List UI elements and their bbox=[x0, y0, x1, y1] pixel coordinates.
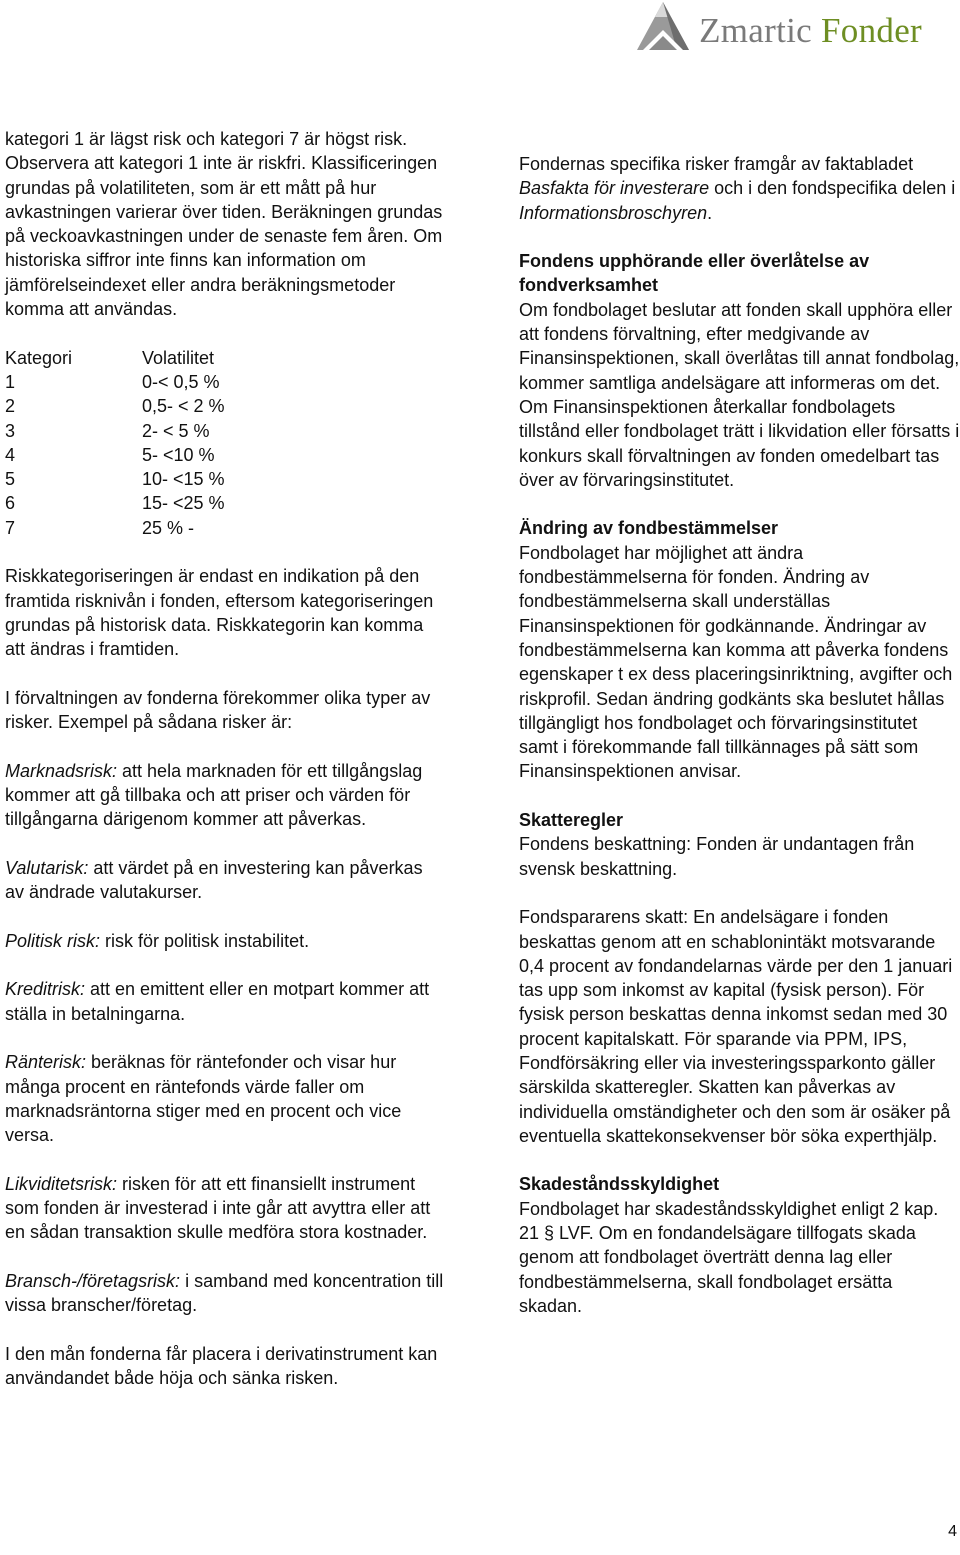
volatility-cell: 10- <15 % bbox=[142, 469, 225, 490]
risk-item-liquidity bbox=[5, 1172, 445, 1245]
risk-term: Ränterisk: bbox=[5, 1052, 87, 1073]
risk-term: Kreditrisk: bbox=[5, 979, 86, 1000]
risk-item-credit bbox=[5, 977, 445, 1026]
table-header-row bbox=[5, 346, 225, 370]
risk-text: risk för politisk instabilitet. bbox=[100, 930, 310, 951]
risk-text: att värdet på en investering kan påverkas av ändrade valutakurser. bbox=[5, 857, 423, 903]
text-run: och i den fondspecifika delen i bbox=[709, 178, 956, 199]
category-cell: 4 bbox=[5, 444, 16, 465]
text-run: . bbox=[707, 202, 713, 223]
tax-section bbox=[519, 808, 960, 881]
informationsbroschyren-reference: Informationsbroschyren bbox=[519, 202, 708, 223]
risk-text: beräknas för räntefonder och visar hur många procent en räntefonds värde faller om marknadsräntorna stiger med en procent och vice versa. bbox=[5, 1052, 402, 1146]
category-cell: 2 bbox=[5, 396, 16, 417]
table-row bbox=[5, 370, 225, 394]
right-column bbox=[519, 152, 960, 1343]
section-heading: Fondens upphörande eller överlåtelse av fondverksamhet bbox=[519, 251, 870, 296]
table-row bbox=[5, 419, 225, 443]
risk-item-market bbox=[5, 759, 445, 832]
specific-risks-paragraph bbox=[519, 152, 960, 225]
risk-category-intro: kategori 1 är lägst risk och kategori 7 är högst risk. Observera att kategori 1 inte är riskfri. Klassificeringen grundas på volatiliteten, som är ett mått på hur avkastningen varierar över tiden. Beräkningen grundas på veckoavkastningen under de senaste fem åren. Om historiska siffror inte finns kan information om jämförelseindexet eller andra beräkningsmetoder komma att användas. bbox=[5, 129, 443, 320]
saver-tax-paragraph: Fondspararens skatt: En andelsägare i fonden beskattas genom att en schablonintäkt motsvarande 0,4 procent av fondandelarnas värde per den 1 januari tas upp som inkomst av kapital (fysisk person). För fysisk person beskattas denna inkomst sedan med 30 procent kapitalskatt. För sparande via PPM, IPS, Fondförsäkring eller via investeringssparkonto gäller särskilda skatteregler. Skatten kan påverkas av individuella omständigheter och den som är osäker på eventuella skattekonsekvenser bör söka experthjälp. bbox=[519, 907, 953, 1146]
risk-item-currency bbox=[5, 856, 445, 905]
section-heading: Ändring av fondbestämmelser bbox=[519, 518, 779, 539]
volatility-cell: 0,5- < 2 % bbox=[142, 396, 225, 417]
risks-intro-paragraph: I förvaltningen av fonderna förekommer olika typer av risker. Exempel på sådana risker är: bbox=[5, 687, 431, 733]
category-cell: 6 bbox=[5, 493, 16, 514]
risk-item-interest bbox=[5, 1050, 445, 1147]
column-header-kategori: Kategori bbox=[5, 347, 73, 368]
category-cell: 5 bbox=[5, 469, 16, 490]
risk-text: att en emittent eller en motpart kommer att ställa in betalningarna. bbox=[5, 979, 430, 1024]
text-run: Fondernas specifika risker framgår av faktabladet bbox=[519, 154, 914, 174]
risk-term: Politisk risk: bbox=[5, 930, 101, 951]
amendment-section bbox=[519, 516, 960, 783]
risk-text: i samband med koncentration till vissa branscher/företag. bbox=[5, 1270, 444, 1316]
risk-item-sector bbox=[5, 1269, 445, 1318]
page-number: 4 bbox=[948, 1523, 957, 1540]
table-row bbox=[5, 394, 225, 418]
section-heading: Skatteregler bbox=[519, 810, 624, 831]
section-body: Fondens beskattning: Fonden är undantagen från svensk beskattning. bbox=[519, 834, 915, 879]
risk-text: risken för att ett finansiellt instrument som fonden är investerad i inte går att avyttra eller att en sådan transaktion skulle medföra stora kostnader. bbox=[5, 1173, 431, 1243]
volatility-cell: 2- < 5 % bbox=[142, 420, 210, 441]
section-body: Fondbolaget har möjlighet att ändra fondbestämmelserna för fonden. Ändring av fondbestämmelserna skall underställas Finansinspektionen för godkännande. Ändringar av fondbestämmelserna kan komma att påverka fondens egenskaper t ex dess placeringsinriktning, avgifter och riskprofil. Sedan ändring godkänts ska beslutet hållas tillgängligt hos fondbolaget och förvaringsinstitutet samt i förekommande fall tillkännages på sätt som Finansinspektionen anvisar. bbox=[519, 542, 953, 782]
volatility-cell: 5- <10 % bbox=[142, 444, 215, 465]
termination-section bbox=[519, 249, 960, 492]
indication-paragraph: Riskkategoriseringen är endast en indikation på den framtida risknivån i fonden, eftersom kategoriseringen grundas på historisk data. Riskkategorin kan komma att ändras i framtiden. bbox=[5, 566, 434, 660]
volatility-cell: 15- <25 % bbox=[142, 493, 225, 514]
table-row bbox=[5, 516, 225, 540]
logo-word-zmartic: Zmartic bbox=[699, 11, 812, 50]
column-header-volatilitet: Volatilitet bbox=[142, 347, 215, 368]
risk-item-political bbox=[5, 929, 445, 953]
category-cell: 7 bbox=[5, 517, 16, 538]
section-heading: Skadeståndsskyldighet bbox=[519, 1174, 720, 1195]
derivatives-paragraph: I den mån fonderna får placera i derivatinstrument kan användandet både höja och sänka risken. bbox=[5, 1343, 438, 1389]
category-cell: 1 bbox=[5, 371, 16, 392]
logo-wordmark bbox=[699, 13, 922, 52]
risk-term: Bransch-/företagsrisk: bbox=[5, 1270, 181, 1291]
table-row bbox=[5, 443, 225, 467]
brand-logo bbox=[633, 0, 922, 52]
section-body: Fondbolaget har skadeståndsskyldighet enligt 2 kap. 21 § LVF. Om en fondandelsägare tillfogats skada genom att fondbolaget överträtt denna lag eller fondbestämmelserna, skall fondbolaget ersätta skadan. bbox=[519, 1198, 939, 1316]
table-row bbox=[5, 491, 225, 515]
section-body: Om fondbolaget beslutar att fonden skall upphöra eller att fondens förvaltning, efter medgivande av Finansinspektionen, skall överlåtas till annat fondbolag, kommer samtliga andelsägare att informeras om det. Om Finansinspektionen återkallar fondbolagets tillstånd eller fondbolaget trätt i likvidation eller försatts i konkurs skall förvaltningen av fonden omedelbart tas över av förvaringsinstitutet. bbox=[519, 299, 960, 490]
category-cell: 3 bbox=[5, 420, 16, 441]
risk-term: Marknadsrisk: bbox=[5, 760, 118, 781]
volatility-cell: 25 % - bbox=[142, 517, 195, 538]
left-column bbox=[5, 127, 445, 1415]
risk-term: Valutarisk: bbox=[5, 857, 89, 878]
basfakta-reference: Basfakta för investerare bbox=[519, 178, 710, 199]
risk-text: att hela marknaden för ett tillgångslag kommer att gå tillbaka och att priser och värden för tillgångarna därigenom kommer att påverkas. bbox=[5, 760, 423, 830]
volatility-cell: 0-< 0,5 % bbox=[142, 371, 220, 392]
risk-term: Likviditetsrisk: bbox=[5, 1173, 118, 1194]
volatility-table bbox=[5, 346, 225, 540]
liability-section bbox=[519, 1172, 960, 1318]
mountain-triangle-logo-icon bbox=[633, 0, 693, 52]
table-row bbox=[5, 467, 225, 491]
logo-word-fonder: Fonder bbox=[821, 11, 922, 50]
